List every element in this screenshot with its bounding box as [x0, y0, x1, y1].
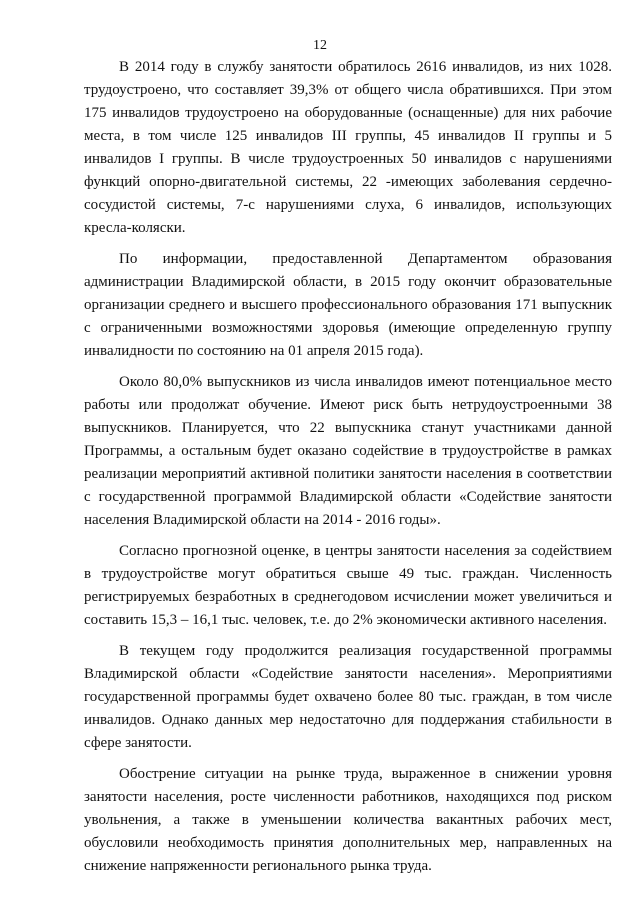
paragraph-disabled-employment-2014: В 2014 году в службу занятости обратилось 2616 инвалидов, из них 1028. трудоустроено, что составляет 39,3% от общего числа обратившихся. При этом 175 инвалидов трудоустроено на оборудованные (оснащенные) для них рабочие места, в том числе 125 инвалидов III группы, 45 инвалидов II группы и 5 инвалидов I группы. В числе трудоустроенных 50 инвалидов с нарушениями функций опорно-двигательной системы, 22 -имеющих заболевания сердечно-сосудистой системы, 7-с нарушениями слуха, 6 инвалидов, использующих кресла-коляски. — [84, 59, 612, 236]
paragraph-forecast: Согласно прогнозной оценке, в центры занятости населения за содействием в трудоустройстве могут обратиться свыше 49 тыс. граждан. Численность регистрируемых безработных в среднегодовом исчислении может увеличиться и составить 15,3 – 16,1 тыс. человек, т.е. до 2% экономически активного населения. — [84, 543, 612, 628]
page-number: 12 — [313, 38, 327, 53]
paragraph-state-program: В текущем году продолжится реализация государственной программы Владимирской области «Содействие занятости населения». Мероприятиями государственной программы будет охвачено более 80 тыс. граждан, в том числе инвалидов. Однако данных мер недостаточно для поддержания стабильности в сфере занятости. — [84, 643, 612, 751]
document-body — [84, 56, 612, 886]
paragraph-graduates-2015: По информации, предоставленной Департаментом образования администрации Владимирской области, в 2015 году окончит образовательные организации среднего и высшего профессионального образования 171 выпускник с ограниченными возможностями здоровья (имеющие определенную группу инвалидности по состоянию на 01 апреля 2015 года). — [84, 251, 612, 359]
paragraph-labor-market: Обострение ситуации на рынке труда, выраженное в снижении уровня занятости населения, росте численности работников, находящихся под риском увольнения, а также в уменьшении количества вакантных рабочих мест, обусловили необходимость принятия дополнительных мер, направленных на снижение напряженности регионального рынка труда. — [84, 766, 612, 874]
paragraph-graduates-prospects: Около 80,0% выпускников из числа инвалидов имеют потенциальное место работы или продолжат обучение. Имеют риск быть нетрудоустроенными 38 выпускников. Планируется, что 22 выпускника станут участниками данной Программы, а остальным будет оказано содействие в трудоустройстве в рамках реализации мероприятий активной политики занятости населения в соответствии с государственной программой Владимирской области «Содействие занятости населения Владимирской области на 2014 - 2016 годы». — [84, 374, 612, 528]
